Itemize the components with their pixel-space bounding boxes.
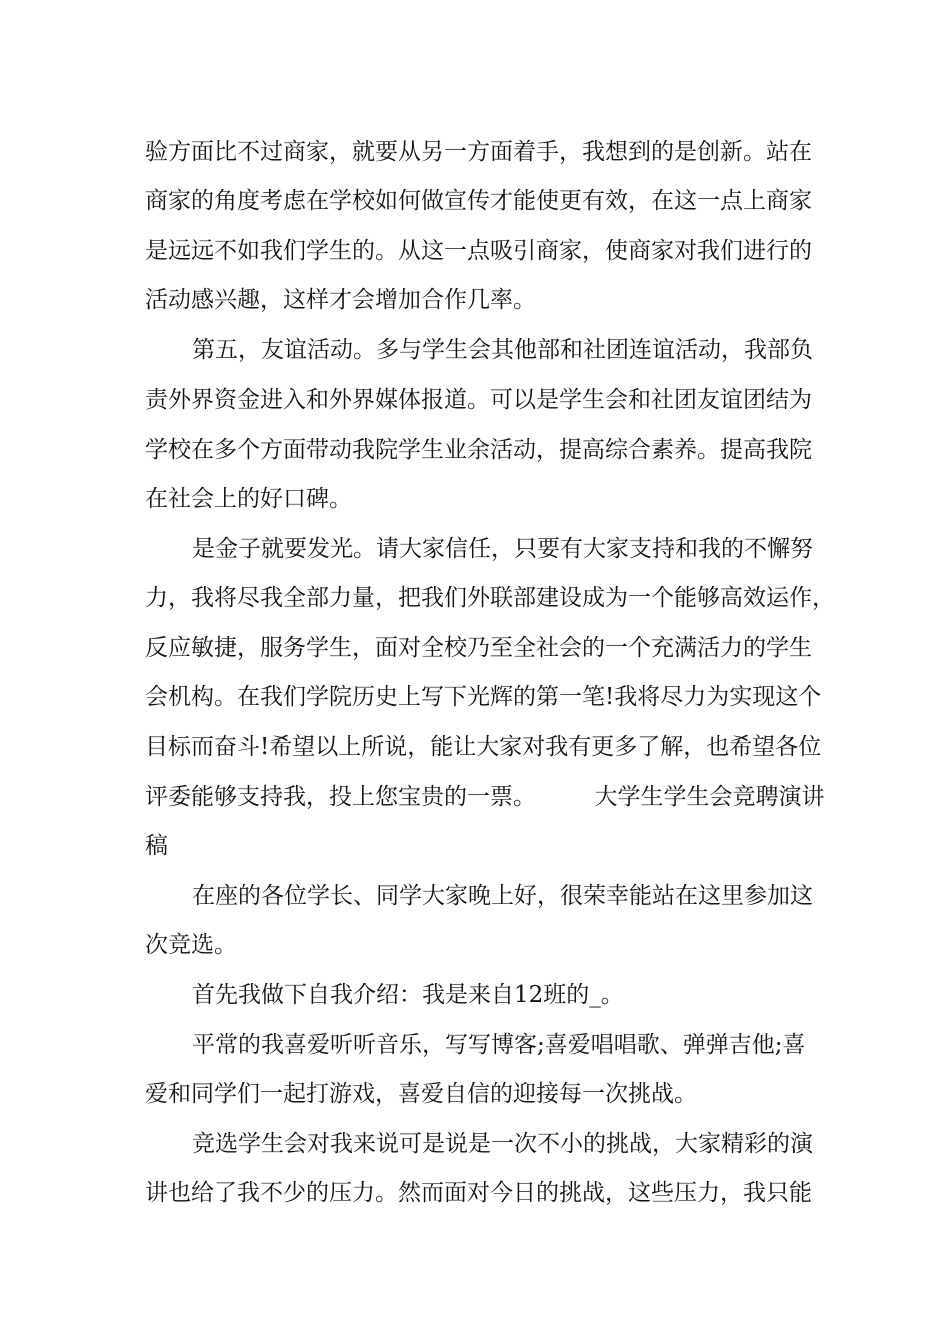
text-line: 稿 — [145, 833, 168, 859]
text-line: 在社会上的好口碑。 — [145, 486, 352, 512]
text-line: 次竞选。 — [145, 932, 237, 958]
text-line: 第五，友谊活动。多与学生会其他部和社团连谊活动，我部负 — [192, 337, 813, 363]
text-line: 反应敏捷，服务学生，面对全校乃至全社会的一个充满活力的学生 — [145, 635, 812, 661]
text-line: 讲也给了我不少的压力。然而面对今日的挑战，这些压力，我只能 — [145, 1180, 812, 1206]
text-line: 会机构。在我们学院历史上写下光辉的第一笔!我将尽力为实现这个 — [145, 684, 822, 710]
text-line: 竞选学生会对我来说可是说是一次不小的挑战，大家精彩的演 — [192, 1131, 813, 1157]
text-line: 是金子就要发光。请大家信任，只要有大家支持和我的不懈努 — [192, 536, 813, 562]
text-line: 验方面比不过商家，就要从另一方面着手，我想到的是创新。站在 — [145, 139, 812, 165]
text-line: 首先我做下自我介绍：我是来自12班的_。 — [192, 982, 624, 1008]
text-line: 是远远不如我们学生的。从这一点吸引商家，使商家对我们进行的 — [145, 238, 812, 264]
text-line: 活动感兴趣，这样才会增加合作几率。 — [145, 287, 536, 313]
text-line: 在座的各位学长、同学大家晚上好，很荣幸能站在这里参加这 — [192, 883, 813, 909]
text-line: 商家的角度考虑在学校如何做宣传才能使更有效，在这一点上商家 — [145, 188, 812, 214]
text-line: 责外界资金进入和外界媒体报道。可以是学生会和社团友谊团结为 — [145, 387, 812, 413]
text-line: 力，我将尽我全部力量，把我们外联部建设成为一个能够高效运作， — [145, 585, 835, 611]
text-line: 平常的我喜爱听听音乐，写写博客;喜爱唱唱歌、弹弹吉他;喜 — [192, 1032, 806, 1058]
text-line: 学校在多个方面带动我院学生业余活动，提高综合素养。提高我院 — [145, 437, 812, 463]
text-line: 爱和同学们一起打游戏，喜爱自信的迎接每一次挑战。 — [145, 1081, 697, 1107]
text-line: 目标而奋斗!希望以上所说，能让大家对我有更多了解，也希望各位 — [145, 734, 822, 760]
text-line: 评委能够支持我，投上您宝贵的一票。 大学生学生会竞聘演讲 — [145, 784, 825, 810]
